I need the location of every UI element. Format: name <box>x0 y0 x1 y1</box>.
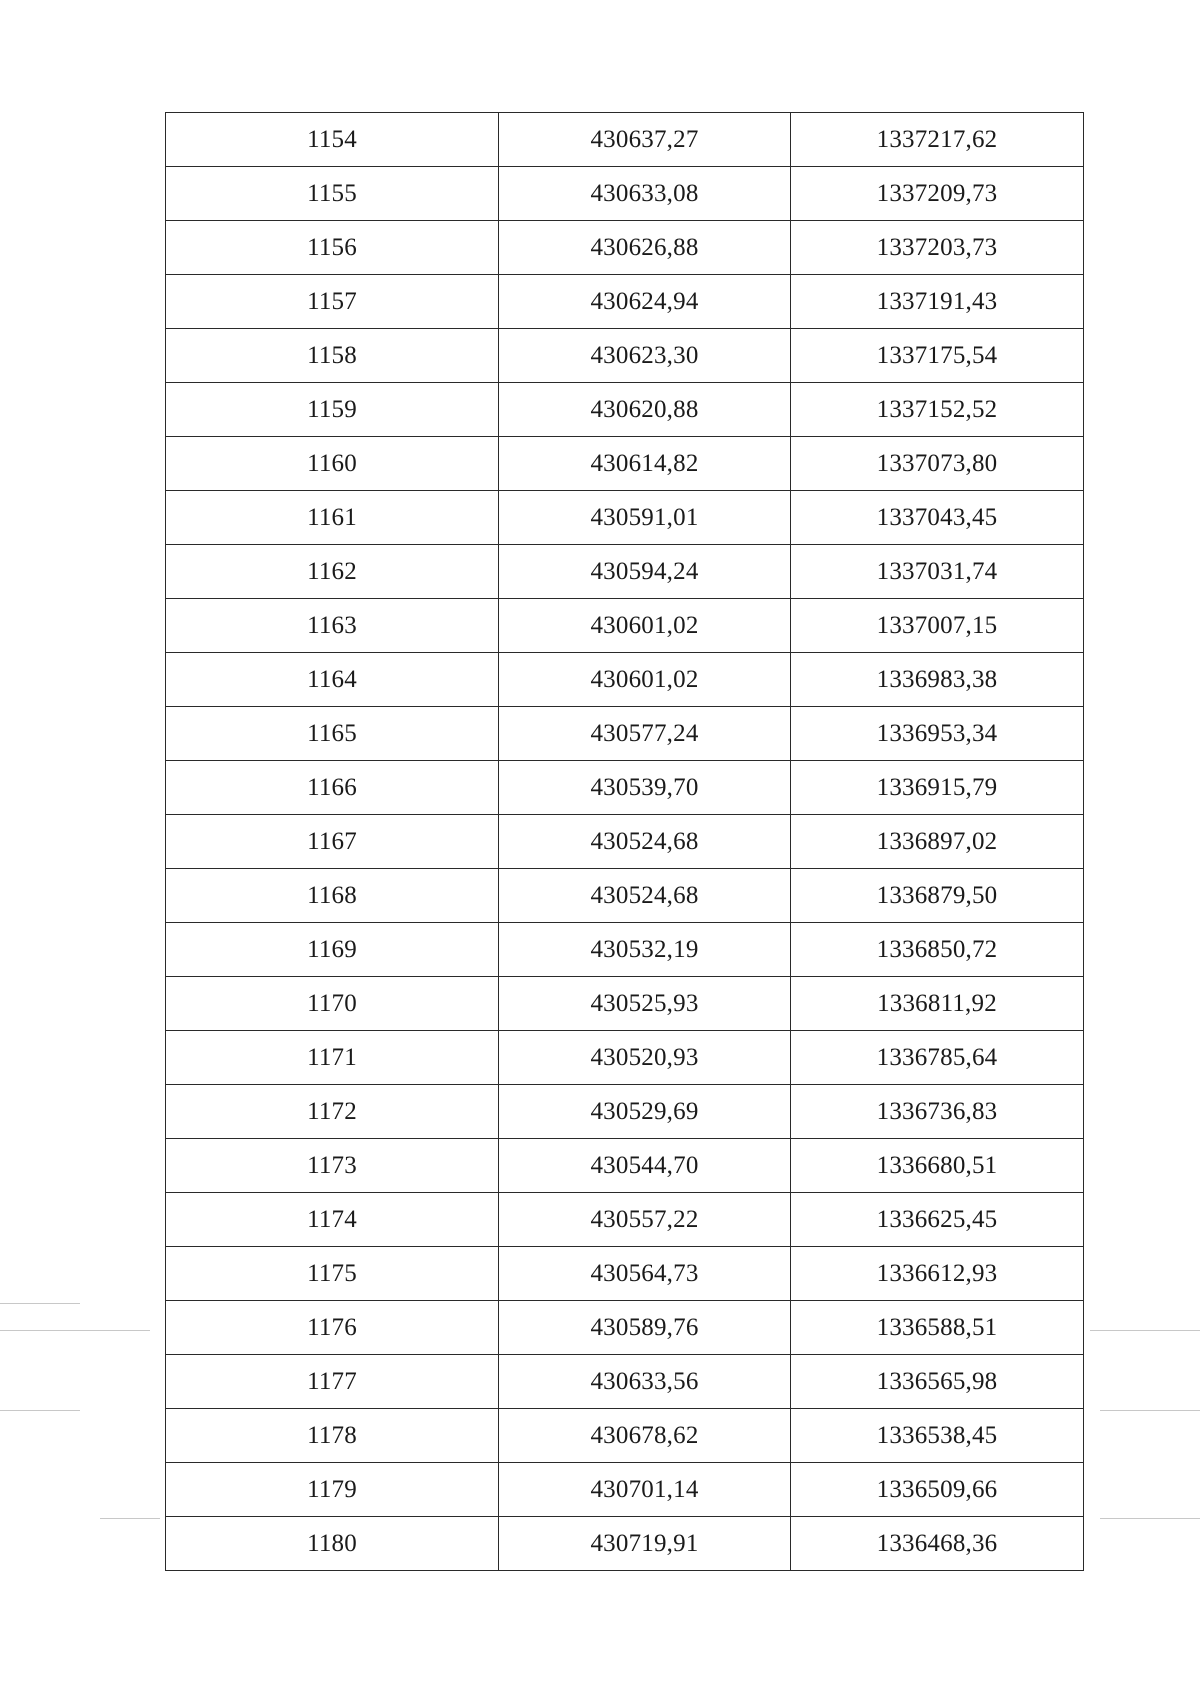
table-row <box>166 761 1084 815</box>
table-row <box>166 545 1084 599</box>
y-coordinate-cell: 1337203,73 <box>791 221 1084 275</box>
x-coordinate-cell: 430678,62 <box>499 1409 791 1463</box>
y-coordinate-cell: 1337217,62 <box>791 113 1084 167</box>
y-coordinate-cell: 1337152,52 <box>791 383 1084 437</box>
coordinates-table-body <box>166 113 1084 1571</box>
x-coordinate-cell: 430614,82 <box>499 437 791 491</box>
x-coordinate-cell: 430626,88 <box>499 221 791 275</box>
table-row <box>166 113 1084 167</box>
table-row <box>166 1409 1084 1463</box>
y-coordinate-cell: 1337043,45 <box>791 491 1084 545</box>
y-coordinate-cell: 1337073,80 <box>791 437 1084 491</box>
point-number-cell: 1165 <box>166 707 499 761</box>
x-coordinate-cell: 430532,19 <box>499 923 791 977</box>
table-row <box>166 1517 1084 1571</box>
y-coordinate-cell: 1336785,64 <box>791 1031 1084 1085</box>
table-row <box>166 167 1084 221</box>
scan-artifact <box>1090 1330 1200 1331</box>
table-row <box>166 1355 1084 1409</box>
scan-artifact <box>0 1330 150 1331</box>
x-coordinate-cell: 430633,56 <box>499 1355 791 1409</box>
y-coordinate-cell: 1336625,45 <box>791 1193 1084 1247</box>
y-coordinate-cell: 1337191,43 <box>791 275 1084 329</box>
y-coordinate-cell: 1336983,38 <box>791 653 1084 707</box>
table-row <box>166 491 1084 545</box>
point-number-cell: 1176 <box>166 1301 499 1355</box>
point-number-cell: 1167 <box>166 815 499 869</box>
x-coordinate-cell: 430577,24 <box>499 707 791 761</box>
coordinates-table <box>165 112 1084 1571</box>
x-coordinate-cell: 430544,70 <box>499 1139 791 1193</box>
point-number-cell: 1155 <box>166 167 499 221</box>
x-coordinate-cell: 430633,08 <box>499 167 791 221</box>
x-coordinate-cell: 430601,02 <box>499 599 791 653</box>
y-coordinate-cell: 1337031,74 <box>791 545 1084 599</box>
point-number-cell: 1154 <box>166 113 499 167</box>
table-row <box>166 1301 1084 1355</box>
scan-artifact <box>0 1410 80 1411</box>
y-coordinate-cell: 1336538,45 <box>791 1409 1084 1463</box>
point-number-cell: 1178 <box>166 1409 499 1463</box>
x-coordinate-cell: 430620,88 <box>499 383 791 437</box>
y-coordinate-cell: 1336736,83 <box>791 1085 1084 1139</box>
point-number-cell: 1172 <box>166 1085 499 1139</box>
point-number-cell: 1170 <box>166 977 499 1031</box>
point-number-cell: 1166 <box>166 761 499 815</box>
scan-artifact <box>1100 1518 1200 1519</box>
y-coordinate-cell: 1336897,02 <box>791 815 1084 869</box>
point-number-cell: 1180 <box>166 1517 499 1571</box>
x-coordinate-cell: 430564,73 <box>499 1247 791 1301</box>
y-coordinate-cell: 1337209,73 <box>791 167 1084 221</box>
scan-artifact <box>0 1303 80 1304</box>
x-coordinate-cell: 430623,30 <box>499 329 791 383</box>
table-row <box>166 599 1084 653</box>
table-row <box>166 275 1084 329</box>
x-coordinate-cell: 430539,70 <box>499 761 791 815</box>
point-number-cell: 1179 <box>166 1463 499 1517</box>
point-number-cell: 1171 <box>166 1031 499 1085</box>
point-number-cell: 1177 <box>166 1355 499 1409</box>
table-row <box>166 707 1084 761</box>
point-number-cell: 1173 <box>166 1139 499 1193</box>
table-row <box>166 437 1084 491</box>
point-number-cell: 1164 <box>166 653 499 707</box>
y-coordinate-cell: 1337007,15 <box>791 599 1084 653</box>
y-coordinate-cell: 1336588,51 <box>791 1301 1084 1355</box>
x-coordinate-cell: 430529,69 <box>499 1085 791 1139</box>
point-number-cell: 1156 <box>166 221 499 275</box>
point-number-cell: 1174 <box>166 1193 499 1247</box>
point-number-cell: 1163 <box>166 599 499 653</box>
x-coordinate-cell: 430624,94 <box>499 275 791 329</box>
point-number-cell: 1160 <box>166 437 499 491</box>
y-coordinate-cell: 1336811,92 <box>791 977 1084 1031</box>
y-coordinate-cell: 1336680,51 <box>791 1139 1084 1193</box>
x-coordinate-cell: 430520,93 <box>499 1031 791 1085</box>
y-coordinate-cell: 1336850,72 <box>791 923 1084 977</box>
x-coordinate-cell: 430637,27 <box>499 113 791 167</box>
point-number-cell: 1169 <box>166 923 499 977</box>
x-coordinate-cell: 430589,76 <box>499 1301 791 1355</box>
table-row <box>166 1085 1084 1139</box>
x-coordinate-cell: 430701,14 <box>499 1463 791 1517</box>
point-number-cell: 1159 <box>166 383 499 437</box>
y-coordinate-cell: 1336915,79 <box>791 761 1084 815</box>
table-row <box>166 977 1084 1031</box>
table-row <box>166 1193 1084 1247</box>
table-row <box>166 1247 1084 1301</box>
y-coordinate-cell: 1336612,93 <box>791 1247 1084 1301</box>
y-coordinate-cell: 1336509,66 <box>791 1463 1084 1517</box>
scan-artifact <box>100 1518 160 1519</box>
x-coordinate-cell: 430525,93 <box>499 977 791 1031</box>
table-row <box>166 221 1084 275</box>
table-row <box>166 383 1084 437</box>
table-row <box>166 653 1084 707</box>
point-number-cell: 1161 <box>166 491 499 545</box>
y-coordinate-cell: 1336468,36 <box>791 1517 1084 1571</box>
point-number-cell: 1168 <box>166 869 499 923</box>
y-coordinate-cell: 1336879,50 <box>791 869 1084 923</box>
table-row <box>166 869 1084 923</box>
x-coordinate-cell: 430524,68 <box>499 815 791 869</box>
table-row <box>166 923 1084 977</box>
x-coordinate-cell: 430601,02 <box>499 653 791 707</box>
y-coordinate-cell: 1336953,34 <box>791 707 1084 761</box>
point-number-cell: 1157 <box>166 275 499 329</box>
x-coordinate-cell: 430524,68 <box>499 869 791 923</box>
scan-artifact <box>1100 1410 1200 1411</box>
y-coordinate-cell: 1336565,98 <box>791 1355 1084 1409</box>
x-coordinate-cell: 430719,91 <box>499 1517 791 1571</box>
y-coordinate-cell: 1337175,54 <box>791 329 1084 383</box>
point-number-cell: 1175 <box>166 1247 499 1301</box>
table-row <box>166 815 1084 869</box>
table-row <box>166 1463 1084 1517</box>
table-row <box>166 1031 1084 1085</box>
table-row <box>166 329 1084 383</box>
point-number-cell: 1162 <box>166 545 499 599</box>
x-coordinate-cell: 430594,24 <box>499 545 791 599</box>
x-coordinate-cell: 430591,01 <box>499 491 791 545</box>
x-coordinate-cell: 430557,22 <box>499 1193 791 1247</box>
point-number-cell: 1158 <box>166 329 499 383</box>
table-row <box>166 1139 1084 1193</box>
